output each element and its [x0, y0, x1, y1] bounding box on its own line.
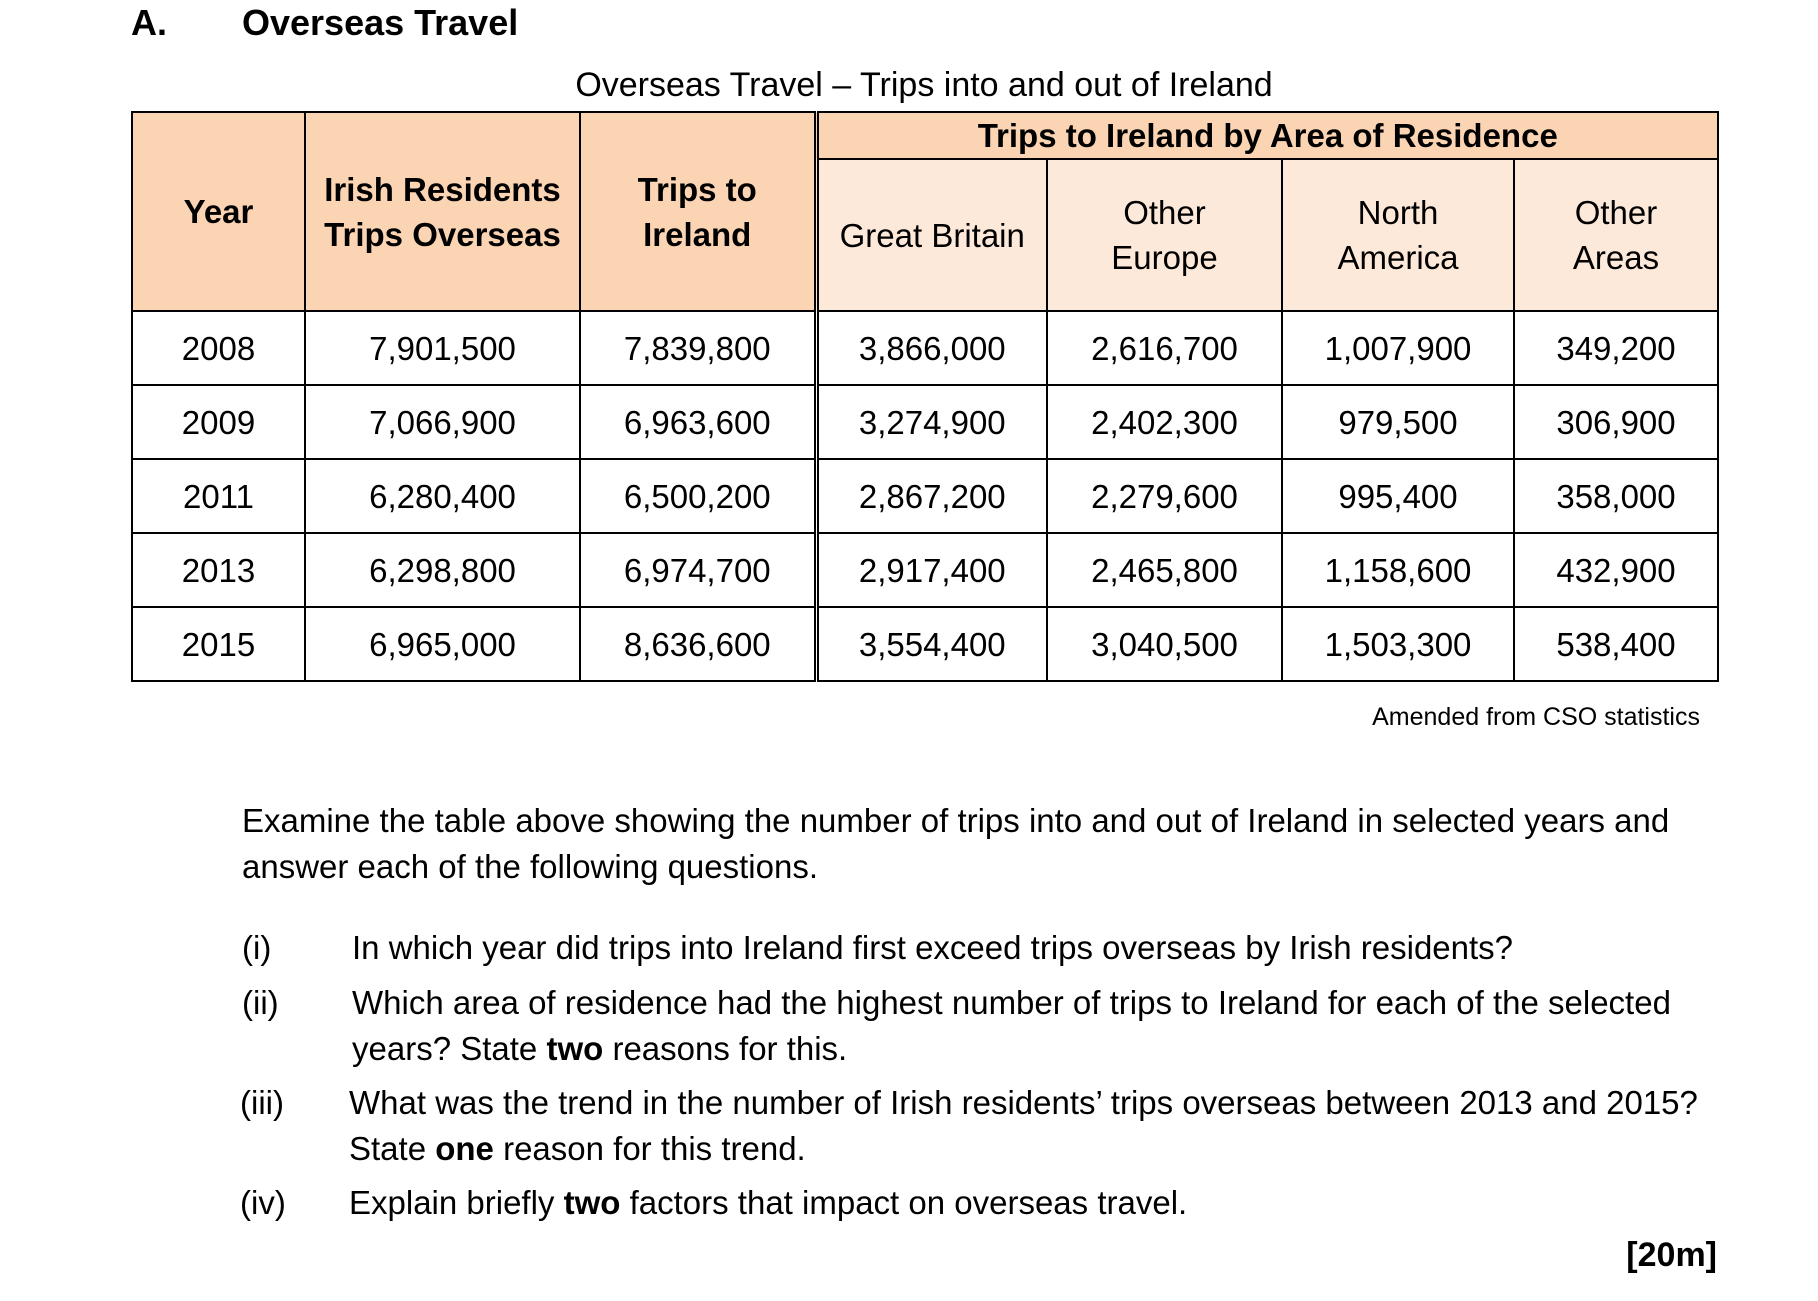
cell-other-areas: 432,900 — [1514, 533, 1718, 607]
question-text-part: Which area of residence had the highest number of trips to Ireland for each of the selected years? State — [352, 984, 1671, 1067]
cell-other-europe: 2,402,300 — [1047, 385, 1282, 459]
cell-other-europe: 3,040,500 — [1047, 607, 1282, 681]
table-caption: Overseas Travel – Trips into and out of Ireland — [575, 66, 1273, 104]
cell-residents-overseas: 6,280,400 — [305, 459, 580, 533]
cell-great-britain: 3,866,000 — [816, 311, 1047, 385]
intro-paragraph: Examine the table above showing the number of trips into and out of Ireland in selected years and answer each of the following questions. — [242, 802, 1670, 885]
table-row — [132, 607, 1718, 681]
cell-great-britain: 2,917,400 — [816, 533, 1047, 607]
col-header-great-britain: Great Britain — [816, 159, 1047, 311]
cell-trips-to-ireland: 7,839,800 — [580, 311, 816, 385]
question-number: (iii) — [240, 1084, 284, 1121]
question-number: (i) — [242, 929, 272, 966]
question-text-part: factors that impact on overseas travel. — [620, 1184, 1188, 1221]
question-emphasis: one — [435, 1130, 494, 1167]
cell-great-britain: 2,867,200 — [816, 459, 1047, 533]
table-source-note: Amended from CSO statistics — [1372, 703, 1700, 731]
cell-other-areas: 538,400 — [1514, 607, 1718, 681]
question-text — [349, 1080, 1709, 1172]
cell-trips-to-ireland: 6,500,200 — [580, 459, 816, 533]
cell-trips-to-ireland: 6,974,700 — [580, 533, 816, 607]
cell-year: 2011 — [132, 459, 305, 533]
cell-year: 2008 — [132, 311, 305, 385]
col-header-other-europe: Other Europe — [1047, 159, 1282, 311]
cell-north-america: 1,503,300 — [1282, 607, 1514, 681]
cell-other-europe: 2,616,700 — [1047, 311, 1282, 385]
question-number: (ii) — [242, 984, 279, 1021]
cell-great-britain: 3,554,400 — [816, 607, 1047, 681]
cell-residents-overseas: 6,298,800 — [305, 533, 580, 607]
col-header-year: Year — [132, 112, 305, 311]
cell-other-areas: 349,200 — [1514, 311, 1718, 385]
col-header-other-areas: Other Areas — [1514, 159, 1718, 311]
section-title: Overseas Travel — [242, 2, 519, 43]
question-emphasis: two — [546, 1030, 604, 1067]
question-text-part: What was the trend in the number of Irish residents’ trips overseas between 2013 and 2015? State — [349, 1084, 1698, 1167]
cell-trips-to-ireland: 6,963,600 — [580, 385, 816, 459]
col-header-north-america: North America — [1282, 159, 1514, 311]
col-header-trips-to-ireland: Trips to Ireland — [580, 112, 816, 311]
cell-other-europe: 2,279,600 — [1047, 459, 1282, 533]
cell-north-america: 995,400 — [1282, 459, 1514, 533]
cell-year: 2015 — [132, 607, 305, 681]
cell-north-america: 1,158,600 — [1282, 533, 1514, 607]
group-header-area-of-residence: Trips to Ireland by Area of Residence — [816, 112, 1718, 159]
table-row — [132, 385, 1718, 459]
question-text-part: Explain briefly — [349, 1184, 564, 1221]
question-text — [349, 1180, 1749, 1226]
question-text: In which year did trips into Ireland first exceed trips overseas by Irish residents? — [352, 929, 1514, 966]
question-text — [352, 980, 1752, 1072]
cell-other-areas: 306,900 — [1514, 385, 1718, 459]
table-row — [132, 311, 1718, 385]
cell-year: 2013 — [132, 533, 305, 607]
travel-table — [131, 111, 1719, 682]
cell-north-america: 1,007,900 — [1282, 311, 1514, 385]
question-text-part: reasons for this. — [603, 1030, 848, 1067]
question-text-part: reason for this trend. — [493, 1130, 806, 1167]
table-row — [132, 533, 1718, 607]
cell-great-britain: 3,274,900 — [816, 385, 1047, 459]
question-emphasis: two — [563, 1184, 621, 1221]
table-row — [132, 459, 1718, 533]
section-letter: A. — [131, 2, 167, 43]
cell-other-areas: 358,000 — [1514, 459, 1718, 533]
cell-residents-overseas: 7,901,500 — [305, 311, 580, 385]
col-header-residents-overseas: Irish Residents Trips Overseas — [305, 112, 580, 311]
cell-trips-to-ireland: 8,636,600 — [580, 607, 816, 681]
cell-north-america: 979,500 — [1282, 385, 1514, 459]
cell-residents-overseas: 7,066,900 — [305, 385, 580, 459]
question-number: (iv) — [240, 1184, 286, 1221]
marks-allocation: [20m] — [1626, 1236, 1717, 1274]
cell-residents-overseas: 6,965,000 — [305, 607, 580, 681]
cell-year: 2009 — [132, 385, 305, 459]
cell-other-europe: 2,465,800 — [1047, 533, 1282, 607]
